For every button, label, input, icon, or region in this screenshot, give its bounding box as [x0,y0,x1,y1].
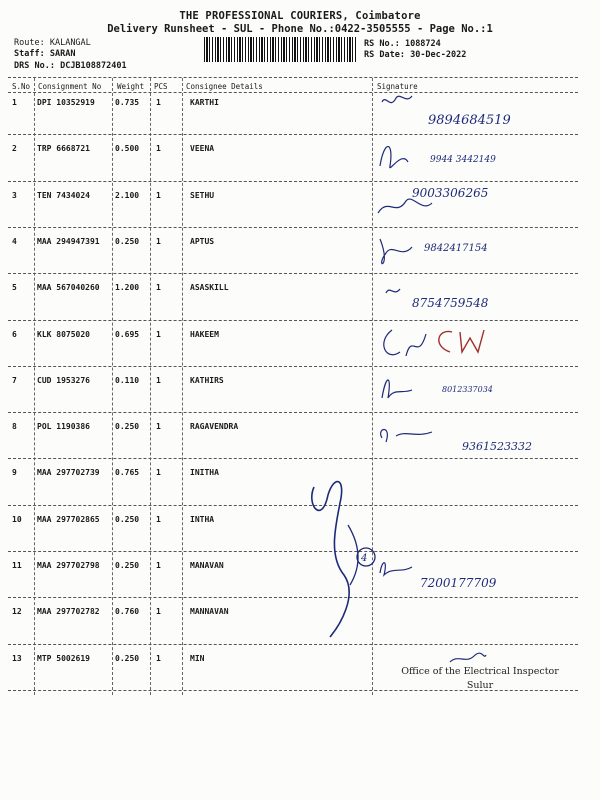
row-sno: 7 [12,375,17,385]
row-consignee: MIN [190,653,205,663]
row-consignment-no: MTP 5002619 [37,653,90,663]
handwritten-phone: 9842417154 [424,242,488,254]
col-header-consignment: Consignment No [38,82,102,91]
row-weight: 0.250 [115,653,140,663]
row-pcs: 1 [156,375,161,385]
col-rule [34,78,35,695]
row-sno: 2 [12,144,17,154]
signature-scribble [372,414,578,456]
signature-scribble [372,460,578,502]
row-separator [8,273,578,274]
stamp-line-1: Office of the Electrical Inspector [401,666,559,677]
row-signature [372,414,578,456]
col-header-signature: Signature [377,82,418,91]
rs-date-label: RS Date: [364,50,405,60]
signature-scribble [372,275,578,317]
handwritten-phone: 9944 3442149 [430,155,496,166]
row-pcs: 1 [156,468,161,478]
row-consignee: SETHU [190,190,215,200]
row-weight: 0.735 [115,98,140,107]
row-pcs: 1 [156,514,161,524]
row-weight: 0.500 [115,144,140,154]
row-pcs: 1 [156,98,161,107]
row-consignee: HAKEEM [190,329,219,339]
row-weight: 0.250 [115,514,140,524]
row-separator [8,412,578,413]
handwritten-phone: 8012337034 [442,384,493,394]
rs-no-label: RS No.: [364,39,400,49]
row-sno: 8 [12,422,17,432]
row-consignment-no: MAA 297702865 [37,514,100,524]
row-consignee: MANAVAN [190,561,224,570]
barcode [204,37,358,62]
row-separator [8,181,578,182]
route-label: Route: [14,38,45,48]
drs-info [14,61,127,71]
handwritten-phone: 9894684519 [428,113,511,128]
staff-info [14,49,75,59]
row-signature [372,183,578,225]
row-consignment-no: DPI 10352919 [37,98,95,107]
staff-label: Staff: [14,49,45,59]
col-rule [150,78,151,695]
row-pcs: 1 [156,190,161,200]
staff-value: SARAN [49,49,76,59]
signature-scribble [372,553,578,595]
route-info [14,38,91,48]
row-signature [372,275,578,317]
row-consignment-no: MAA 297702739 [37,468,100,478]
row-consignee: INTHA [190,514,215,524]
row-consignment-no: CUD 1953276 [37,375,90,385]
row-pcs: 1 [156,607,161,617]
row-signature [372,136,578,178]
row-separator [8,134,578,135]
row-sno: 10 [12,514,22,524]
rs-no-value: 1088724 [404,39,441,49]
row-weight: 0.250 [115,236,140,246]
initials-mark [439,330,484,352]
row-pcs: 1 [156,236,161,246]
row-consignee: APTUS [190,236,215,246]
handwritten-phone: 8754759548 [412,296,489,311]
row-sno: 6 [12,329,17,339]
row-consignee: ASASKILL [190,283,229,293]
row-consignee: KARTHI [190,98,219,107]
row-signature [372,322,578,364]
row-separator [8,597,578,598]
row-consignment-no: MAA 294947391 [37,236,100,246]
svg-text:4: 4 [361,553,368,564]
drs-label: DRS No.: [14,61,55,71]
row-consignee: VEENA [190,144,215,154]
row-weight: 0.250 [115,561,140,570]
rs-date-info [364,50,466,60]
signature-scribble [372,507,578,549]
col-rule [182,78,183,695]
col-header-consignee: Consignee Details [186,82,263,91]
row-consignee: INITHA [190,468,219,478]
row-consignment-no: MAA 297702798 [37,561,100,570]
row-sno: 11 [12,561,22,570]
row-weight: 1.200 [115,283,140,293]
row-signature [372,507,578,549]
row-pcs: 1 [156,329,161,339]
stamp-scribble [448,652,488,666]
row-separator [8,320,578,321]
row-weight: 0.110 [115,375,140,385]
signature-scribble [372,136,578,178]
row-pcs: 1 [156,422,161,432]
row-pcs: 1 [156,653,161,663]
row-consignment-no: TEN 7434024 [37,190,90,200]
handwritten-phone: 9361523332 [462,440,532,454]
row-consignment-no: MAA 297702782 [37,607,100,617]
row-consignment-no: POL 1190386 [37,422,90,432]
row-consignee: RAGAVENDRA [190,422,239,432]
row-separator [8,458,578,459]
col-rule [112,78,113,695]
row-separator [8,366,578,367]
stamp-line-2: Sulur [466,680,494,691]
row-signature [372,460,578,502]
row-sno: 5 [12,283,17,293]
signature-scribble [372,183,578,225]
row-weight: 0.765 [115,468,140,478]
route-value: KALANGAL [49,38,91,48]
row-weight: 0.695 [115,329,140,339]
drs-value: DCJB108872401 [60,61,127,71]
col-header-pcs: PCS [154,82,168,91]
table-top-rule [8,77,578,78]
signature-scribble [372,599,578,641]
row-signature [372,368,578,410]
row-signature [372,599,578,641]
signature-scribble [372,368,578,410]
row-separator [8,644,578,645]
signature-scribble [372,229,578,271]
signature-scribble [372,322,578,364]
col-header-weight: Weight [117,82,145,91]
row-pcs: 1 [156,144,161,154]
row-signature [372,229,578,271]
rs-no-info [364,39,441,49]
row-signature [372,553,578,595]
row-separator [8,227,578,228]
row-separator [8,505,578,506]
rs-date-value: 30-Dec-2022 [410,50,467,60]
row-sno: 1 [12,98,17,107]
row-weight: 2.100 [115,190,140,200]
row-sno: 12 [12,607,22,617]
row-consignment-no: KLK 8075020 [37,329,90,339]
signature-scribble [372,90,578,132]
company-title: THE PROFESSIONAL COURIERS, Coimbatore [179,10,421,22]
row-pcs: 1 [156,561,161,570]
row-weight: 0.250 [115,422,140,432]
row-pcs: 1 [156,283,161,293]
row-weight: 0.760 [115,607,140,617]
row-consignee: MANNAVAN [190,607,229,617]
row-sno: 3 [12,190,17,200]
row-consignment-no: MAA 567040260 [37,283,100,293]
handwritten-phone: 7200177709 [420,576,497,590]
row-sno: 4 [12,236,17,246]
row-consignment-no: TRP 6668721 [37,144,90,154]
handwritten-signature-large [300,465,380,645]
handwritten-phone: 9003306265 [412,185,489,200]
row-consignee: KATHIRS [190,375,224,385]
row-sno: 13 [12,653,22,663]
row-signature [372,90,578,132]
row-sno: 9 [12,468,17,478]
runsheet-subtitle: Delivery Runsheet - SUL - Phone No.:0422-3505555 - Page No.:1 [107,23,493,35]
col-header-sno: S.No [12,82,31,91]
row-separator [8,551,578,552]
